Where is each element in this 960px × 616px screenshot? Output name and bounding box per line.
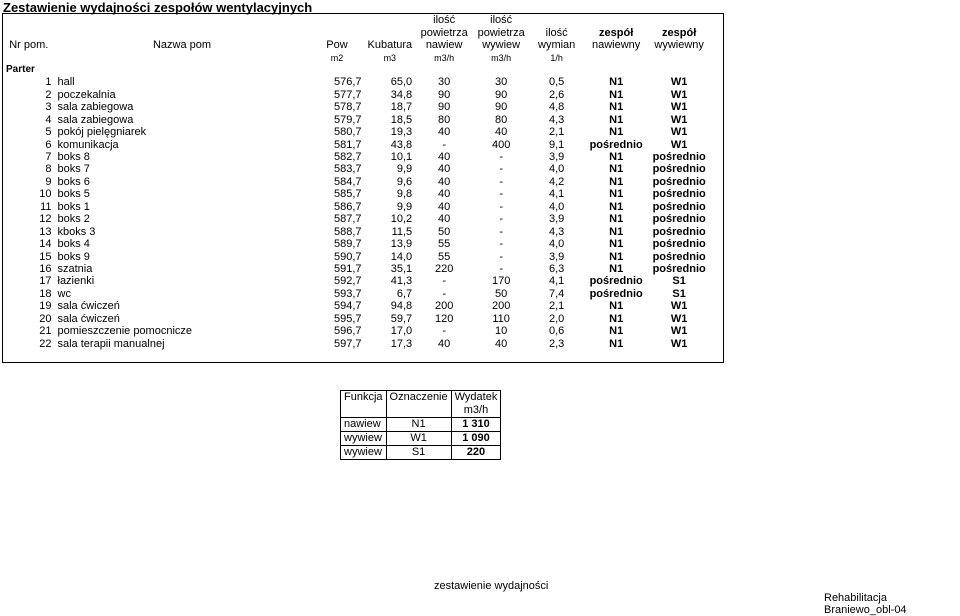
header-ilosc-wymian: ilość [545, 26, 568, 39]
row-pow: 595,7 [333, 312, 362, 325]
row-nawiew: 220 [434, 262, 454, 275]
row-zespol-wywiewny: W1 [670, 88, 688, 101]
unit-pow: m2 [330, 52, 344, 63]
table-row [3, 201, 724, 213]
header-nr: Nr pom. [3, 39, 55, 51]
row-nr: 8 [3, 163, 55, 175]
row-pow: 591,7 [333, 262, 362, 275]
row-wymian: 2,6 [549, 88, 565, 101]
row-kub: 18,5 [390, 113, 413, 126]
row-name: sala zabiegowa [57, 113, 134, 126]
row-zespol-nawiewny: N1 [609, 200, 624, 213]
row-kub: 9,9 [396, 200, 413, 213]
row-zespol-nawiewny: N1 [609, 213, 624, 226]
row-zespol-nawiewny: N1 [609, 250, 624, 263]
table-row [3, 275, 724, 287]
row-name: sala zabiegowa [57, 101, 134, 114]
summary-oznaczenie: W1 [386, 432, 451, 446]
row-wymian: 4,1 [549, 275, 565, 288]
row-wywiew: - [499, 188, 503, 201]
row-zespol-nawiewny: N1 [609, 300, 624, 313]
table-row [3, 250, 724, 262]
row-kub: 17,3 [390, 337, 413, 350]
row-nawiew: 40 [438, 163, 451, 176]
header-powietrza-nawiew: powietrza [420, 26, 468, 39]
row-zespol-wywiewny: pośrednio [652, 213, 706, 226]
row-wywiew: 90 [495, 101, 508, 114]
header-zespol-wywiewny: zespół [662, 26, 697, 39]
row-kub: 9,9 [396, 163, 413, 176]
row-zespol-nawiewny: N1 [609, 225, 624, 238]
row-nr: 11 [3, 201, 55, 213]
row-name: boks 2 [57, 213, 90, 226]
header-nawiewny: nawiewny [592, 39, 641, 52]
summary-row [341, 432, 501, 446]
row-kub: 41,3 [390, 275, 413, 288]
row-zespol-wywiewny: W1 [670, 138, 688, 151]
row-pow: 580,7 [333, 126, 362, 139]
header-nawiew: nawiew [425, 39, 463, 52]
row-wymian: 0,5 [549, 76, 565, 89]
row-zespol-wywiewny: W1 [670, 312, 688, 325]
row-zespol-nawiewny: N1 [609, 262, 624, 275]
row-pow: 596,7 [333, 325, 362, 338]
footer-center: zestawienie wydajności [434, 580, 549, 592]
row-nawiew: 40 [438, 200, 451, 213]
summary-oznaczenie: N1 [386, 418, 451, 432]
unit-nawiew: m3/h [434, 52, 455, 63]
row-zespol-wywiewny: pośrednio [652, 175, 706, 188]
row-pow: 586,7 [333, 200, 362, 213]
row-kub: 10,1 [390, 151, 413, 164]
table-row [3, 188, 724, 200]
row-zespol-wywiewny: W1 [670, 337, 688, 350]
row-zespol-wywiewny: pośrednio [652, 200, 706, 213]
row-pow: 585,7 [333, 188, 362, 201]
table-row [3, 89, 724, 101]
row-nawiew: 40 [438, 126, 451, 139]
row-nawiew: 55 [438, 250, 451, 263]
row-wywiew: 110 [492, 312, 510, 325]
row-kub: 43,8 [390, 138, 413, 151]
row-zespol-nawiewny: pośrednio [589, 275, 643, 288]
row-zespol-nawiewny: N1 [609, 101, 624, 114]
table-row [3, 325, 724, 337]
row-wywiew: - [499, 200, 503, 213]
table-row [3, 126, 724, 138]
row-pow: 593,7 [333, 287, 362, 300]
row-nawiew: 120 [434, 312, 454, 325]
row-nawiew: 40 [438, 188, 451, 201]
row-name: hall [57, 76, 75, 89]
row-zespol-wywiewny: pośrednio [652, 163, 706, 176]
row-wywiew: 10 [495, 325, 508, 338]
table-row [3, 114, 724, 126]
unit-wywiew: m3/h [491, 52, 512, 63]
row-zespol-nawiewny: N1 [609, 238, 624, 251]
row-wymian: 2,3 [549, 337, 565, 350]
row-nawiew: 55 [438, 238, 451, 251]
summary-header-oznaczenie: Oznaczenie [386, 391, 451, 405]
row-kub: 10,2 [390, 213, 413, 226]
row-nr: 22 [3, 337, 55, 349]
row-wywiew: - [499, 163, 503, 176]
row-name: poczekalnia [57, 88, 116, 101]
row-zespol-wywiewny: pośrednio [652, 250, 706, 263]
row-nawiew: - [442, 325, 446, 338]
row-zespol-nawiewny: N1 [609, 113, 624, 126]
row-zespol-nawiewny: pośrednio [589, 138, 643, 151]
row-wymian: 3,9 [549, 250, 565, 263]
row-nr: 3 [3, 101, 55, 113]
row-wymian: 2,1 [549, 300, 565, 313]
row-wywiew: 40 [495, 337, 508, 350]
row-zespol-wywiewny: W1 [670, 113, 688, 126]
row-zespol-nawiewny: N1 [609, 337, 624, 350]
row-wywiew: 80 [495, 113, 508, 126]
table-row [3, 225, 724, 237]
summary-wydatek: 1 090 [451, 432, 501, 446]
section-label: Parter [3, 64, 310, 76]
row-nr: 21 [3, 325, 55, 337]
row-zespol-nawiewny: N1 [609, 151, 624, 164]
row-wymian: 4,3 [549, 225, 565, 238]
row-nr: 13 [3, 225, 55, 237]
row-name: wc [57, 287, 71, 300]
row-nr: 9 [3, 176, 55, 188]
row-zespol-wywiewny: W1 [670, 76, 688, 89]
row-wywiew: - [499, 175, 503, 188]
unit-kub: m3 [383, 52, 397, 63]
row-wymian: 0,6 [549, 325, 565, 338]
row-wymian: 6,3 [549, 262, 565, 275]
header-nazwa: Nazwa pom [152, 39, 212, 52]
table-row [3, 176, 724, 188]
summary-row [341, 446, 501, 460]
row-zespol-wywiewny: W1 [670, 300, 688, 313]
row-pow: 578,7 [333, 101, 362, 114]
row-nawiew: 50 [438, 225, 451, 238]
summary-funkcja: nawiew [341, 418, 387, 432]
row-wymian: 3,9 [549, 151, 565, 164]
row-pow: 583,7 [333, 163, 362, 176]
row-wymian: 4,0 [549, 200, 565, 213]
row-zespol-nawiewny: N1 [609, 175, 624, 188]
header-wymian: wymian [538, 39, 576, 52]
row-name: sala terapii manualnej [57, 337, 165, 350]
row-wywiew: 50 [495, 287, 508, 300]
table-row [3, 337, 724, 349]
summary-wydatek: 1 310 [451, 418, 501, 432]
row-zespol-nawiewny: N1 [609, 312, 624, 325]
row-wymian: 4,0 [549, 163, 565, 176]
table-row [3, 288, 724, 300]
summary-header-unit: m3/h [451, 404, 501, 418]
row-kub: 13,9 [390, 238, 413, 251]
row-wywiew: - [499, 151, 503, 164]
row-zespol-nawiewny: N1 [609, 163, 624, 176]
row-zespol-wywiewny: pośrednio [652, 151, 706, 164]
row-nawiew: 40 [438, 337, 451, 350]
row-kub: 59,7 [390, 312, 413, 325]
header-ilosc-wywiew: ilość [473, 14, 529, 27]
row-zespol-nawiewny: N1 [609, 188, 624, 201]
row-zespol-wywiewny: pośrednio [652, 188, 706, 201]
row-name: boks 7 [57, 163, 90, 176]
row-wywiew: 170 [491, 275, 511, 288]
row-zespol-wywiewny: pośrednio [652, 225, 706, 238]
table-row [3, 313, 724, 325]
header-ilosc-nawiew: ilość [415, 14, 473, 27]
header-powietrza-wywiew: powietrza [477, 26, 525, 39]
row-name: pokój pielęgniarek [57, 126, 147, 139]
table-row [3, 213, 724, 225]
row-nr: 6 [3, 138, 55, 150]
row-wymian: 9,1 [549, 138, 565, 151]
row-kub: 14,0 [390, 250, 413, 263]
row-kub: 18,7 [390, 101, 413, 114]
row-wymian: 2,0 [549, 312, 565, 325]
unit-wymian: 1/h [550, 52, 563, 63]
row-wywiew: - [499, 225, 503, 238]
row-pow: 577,7 [333, 88, 362, 101]
row-zespol-wywiewny: W1 [670, 325, 688, 338]
row-zespol-wywiewny: S1 [672, 287, 686, 300]
page-title: Zestawienie wydajności zespołów wentylacyjnych [3, 0, 313, 15]
row-kub: 34,8 [390, 88, 413, 101]
table-row [3, 151, 724, 163]
table-row [3, 138, 724, 150]
row-pow: 587,7 [333, 213, 362, 226]
row-nawiew: - [442, 138, 446, 151]
row-nawiew: - [442, 287, 446, 300]
row-pow: 592,7 [333, 275, 362, 288]
row-nawiew: 90 [438, 101, 451, 114]
table-row [3, 300, 724, 312]
row-nr: 2 [3, 89, 55, 101]
summary-funkcja: wywiew [341, 446, 387, 460]
table-row [3, 101, 724, 113]
row-nawiew: 40 [438, 151, 451, 164]
row-nr: 19 [3, 300, 55, 312]
row-nr: 20 [3, 313, 55, 325]
header-wywiew: wywiew [482, 39, 521, 52]
row-wymian: 7,4 [549, 287, 565, 300]
row-name: szatnia [57, 262, 93, 275]
header-pow: Pow [326, 39, 348, 52]
row-nr: 14 [3, 238, 55, 250]
row-wymian: 4,3 [549, 113, 565, 126]
row-wywiew: 400 [491, 138, 511, 151]
row-zespol-nawiewny: N1 [609, 88, 624, 101]
row-zespol-nawiewny: pośrednio [589, 287, 643, 300]
row-zespol-nawiewny: N1 [609, 126, 624, 139]
row-wymian: 2,1 [549, 126, 565, 139]
row-wymian: 3,9 [549, 213, 565, 226]
row-wywiew: 200 [491, 300, 511, 313]
row-nawiew: 200 [434, 300, 454, 313]
header-wywiewny: wywiewny [654, 39, 704, 52]
summary-table [340, 390, 501, 460]
row-name: boks 1 [57, 200, 90, 213]
row-nawiew: 30 [438, 76, 451, 89]
row-nr: 5 [3, 126, 55, 138]
ventilation-table [2, 13, 724, 363]
summary-funkcja: wywiew [341, 432, 387, 446]
row-kub: 94,8 [390, 300, 413, 313]
row-pow: 594,7 [333, 300, 362, 313]
summary-header-wydatek: Wydatek [451, 391, 501, 405]
row-pow: 584,7 [333, 175, 362, 188]
row-name: sala ćwiczeń [57, 300, 120, 313]
row-wywiew: - [499, 238, 503, 251]
header-kubatura: Kubatura [367, 39, 413, 52]
row-wymian: 4,1 [549, 188, 565, 201]
row-kub: 11,5 [391, 225, 413, 238]
table-row [3, 238, 724, 250]
summary-oznaczenie: S1 [386, 446, 451, 460]
summary-wydatek: 220 [451, 446, 501, 460]
row-nawiew: 90 [438, 88, 451, 101]
row-kub: 9,6 [396, 175, 413, 188]
row-kub: 17,0 [390, 325, 413, 338]
row-pow: 597,7 [333, 337, 362, 350]
row-wywiew: 90 [495, 88, 508, 101]
row-zespol-wywiewny: W1 [670, 126, 688, 139]
row-zespol-wywiewny: W1 [670, 101, 688, 114]
row-wymian: 4,2 [549, 175, 565, 188]
row-nr: 1 [3, 76, 55, 88]
row-zespol-wywiewny: pośrednio [652, 262, 706, 275]
row-pow: 588,7 [333, 225, 362, 238]
row-nawiew: 80 [438, 113, 451, 126]
row-nr: 18 [3, 288, 55, 300]
row-nr: 16 [3, 263, 55, 275]
row-wywiew: - [499, 262, 503, 275]
row-name: łazienki [57, 275, 95, 288]
summary-row [341, 418, 501, 432]
row-zespol-wywiewny: S1 [672, 275, 686, 288]
row-zespol-nawiewny: N1 [609, 76, 624, 89]
row-pow: 589,7 [333, 238, 362, 251]
row-nr: 7 [3, 151, 55, 163]
row-pow: 579,7 [333, 113, 362, 126]
row-name: boks 6 [57, 175, 90, 188]
table-row [3, 263, 724, 275]
row-wywiew: 40 [495, 126, 508, 139]
row-name: boks 4 [57, 238, 90, 251]
row-kub: 9,8 [396, 188, 413, 201]
row-nr: 4 [3, 114, 55, 126]
row-nr: 10 [3, 188, 55, 200]
row-pow: 582,7 [333, 151, 362, 164]
row-nr: 15 [3, 250, 55, 262]
row-nawiew: 40 [438, 213, 451, 226]
table-row [3, 163, 724, 175]
row-nr: 12 [3, 213, 55, 225]
row-name: kboks 3 [57, 225, 96, 238]
row-zespol-nawiewny: N1 [609, 325, 624, 338]
row-pow: 590,7 [333, 250, 362, 263]
row-nawiew: - [442, 275, 446, 288]
row-wywiew: - [499, 250, 503, 263]
row-zespol-wywiewny: pośrednio [652, 238, 706, 251]
header-zespol-nawiewny: zespół [599, 26, 634, 39]
row-kub: 6,7 [396, 287, 413, 300]
row-pow: 576,7 [333, 76, 362, 89]
row-wywiew: 30 [495, 76, 508, 89]
row-kub: 19,3 [390, 126, 413, 139]
row-wywiew: - [499, 213, 503, 226]
row-kub: 65,0 [390, 76, 413, 89]
row-name: boks 9 [57, 250, 90, 263]
row-nawiew: 40 [438, 175, 451, 188]
row-name: pomieszczenie pomocnicze [57, 325, 193, 338]
row-pow: 581,7 [333, 138, 362, 151]
row-name: komunikacja [57, 138, 119, 151]
row-name: boks 5 [57, 188, 90, 201]
row-kub: 35,1 [390, 262, 413, 275]
row-wymian: 4,8 [549, 101, 565, 114]
row-nr: 17 [3, 275, 55, 287]
summary-header-funkcja: Funkcja [341, 391, 387, 405]
row-name: sala ćwiczeń [57, 312, 120, 325]
row-name: boks 8 [57, 151, 90, 164]
table-row [3, 76, 724, 88]
row-wymian: 4,0 [549, 238, 565, 251]
footer-right: Rehabilitacja Braniewo_obl-04 [824, 592, 907, 616]
